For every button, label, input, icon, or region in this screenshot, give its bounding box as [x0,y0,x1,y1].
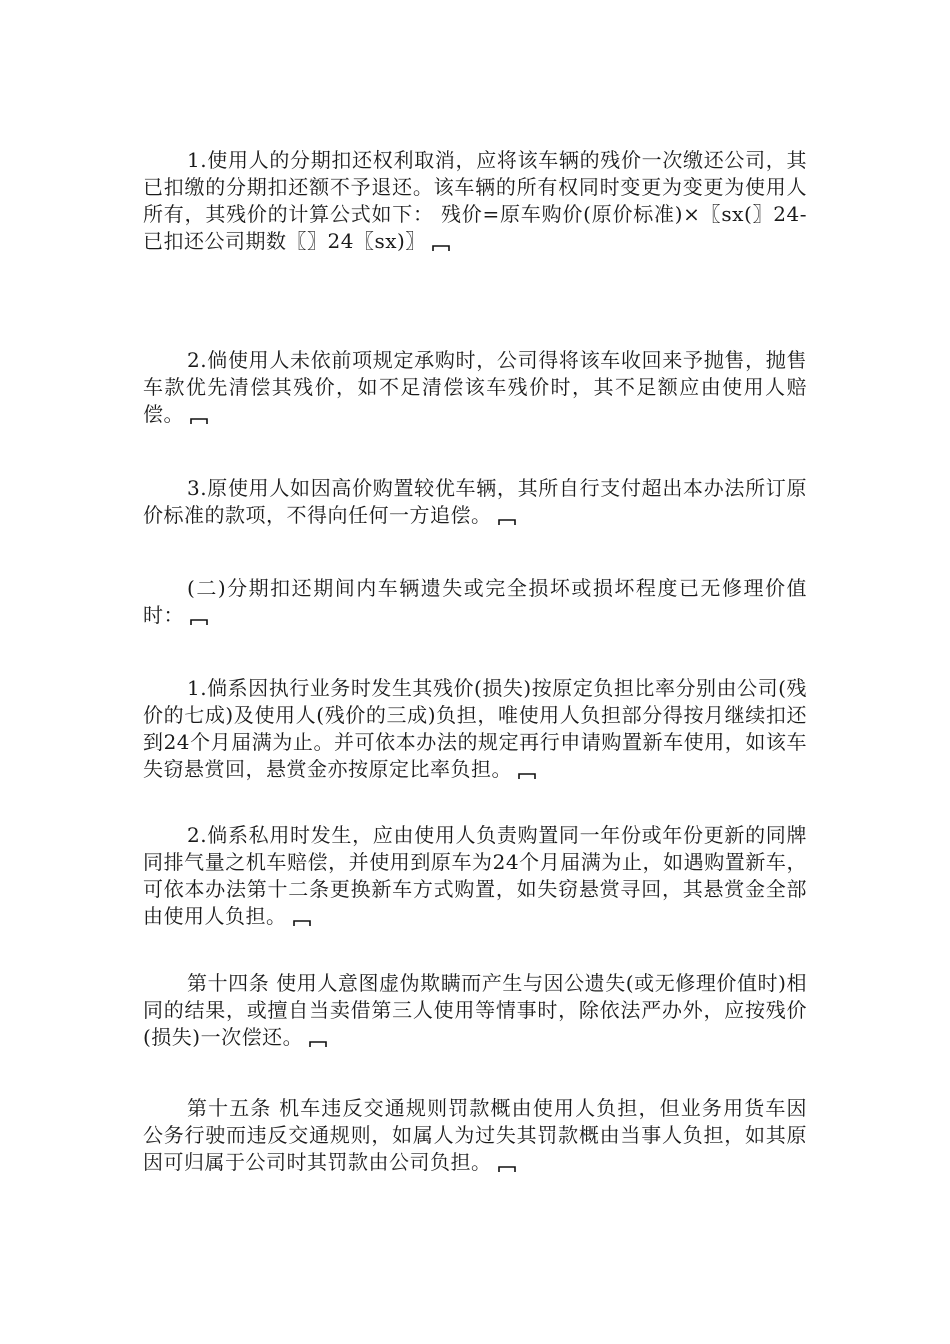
return-mark-icon [432,244,450,252]
paragraph-1 [143,147,807,255]
paragraph-4 [143,575,807,629]
paragraph-3 [143,475,807,529]
paragraph-8-text: 第十五条 机车违反交通规则罚款概由使用人负担，但业务用货车因公务行驶而违反交通规则，如属人为过失其罚款概由当事人负担，如其原因可归属于公司时其罚款由公司负担。 [143,1096,807,1174]
paragraph-6 [143,822,807,930]
paragraph-7-text: 第十四条 使用人意图虚伪欺瞒而产生与因公遗失(或无修理价值时)相同的结果，或擅自当卖借第三人使用等情事时，除依法严办外，应按残价(损失)一次偿还。 [143,971,807,1049]
return-mark-icon [190,417,208,425]
return-mark-icon [498,1165,516,1173]
paragraph-5 [143,675,807,783]
paragraph-1-text: 1.使用人的分期扣还权利取消，应将该车辆的残价一次缴还公司，其已扣缴的分期扣还额不予退还。该车辆的所有权同时变更为变更为使用人所有，其残价的计算公式如下： 残价=原车购价(原价标准)×〖sx(〗24-已扣还公司期数〖〗24〖sx)〗 [143,148,807,253]
return-mark-icon [498,518,516,526]
return-mark-icon [293,919,311,927]
paragraph-5-text: 1.倘系因执行业务时发生其残价(损失)按原定负担比率分别由公司(残价的七成)及使用人(残价的三成)负担，唯使用人负担部分得按月继续扣还到24个月届满为止。并可依本办法的规定再行申请购置新车使用，如该车失窃悬赏回，悬赏金亦按原定比率负担。 [143,676,807,781]
paragraph-7 [143,970,807,1051]
paragraph-2 [143,347,807,428]
paragraph-6-text: 2.倘系私用时发生，应由使用人负责购置同一年份或年份更新的同牌同排气量之机车赔偿，并使用到原车为24个月届满为止，如遇购置新车，可依本办法第十二条更换新车方式购置，如失窃悬赏寻回，其悬赏金全部由使用人负担。 [143,823,807,928]
paragraph-8 [143,1095,807,1176]
return-mark-icon [190,618,208,626]
paragraph-2-text: 2.倘使用人未依前项规定承购时，公司得将该车收回来予抛售，抛售车款优先清偿其残价，如不足清偿该车残价时，其不足额应由使用人赔偿。 [143,348,807,426]
paragraph-4-text: (二)分期扣还期间内车辆遗失或完全损坏或损坏程度已无修理价值时： [143,576,807,627]
return-mark-icon [309,1040,327,1048]
return-mark-icon [518,772,536,780]
paragraph-3-text: 3.原使用人如因高价购置较优车辆，其所自行支付超出本办法所订原价标准的款项，不得向任何一方追偿。 [143,476,807,527]
